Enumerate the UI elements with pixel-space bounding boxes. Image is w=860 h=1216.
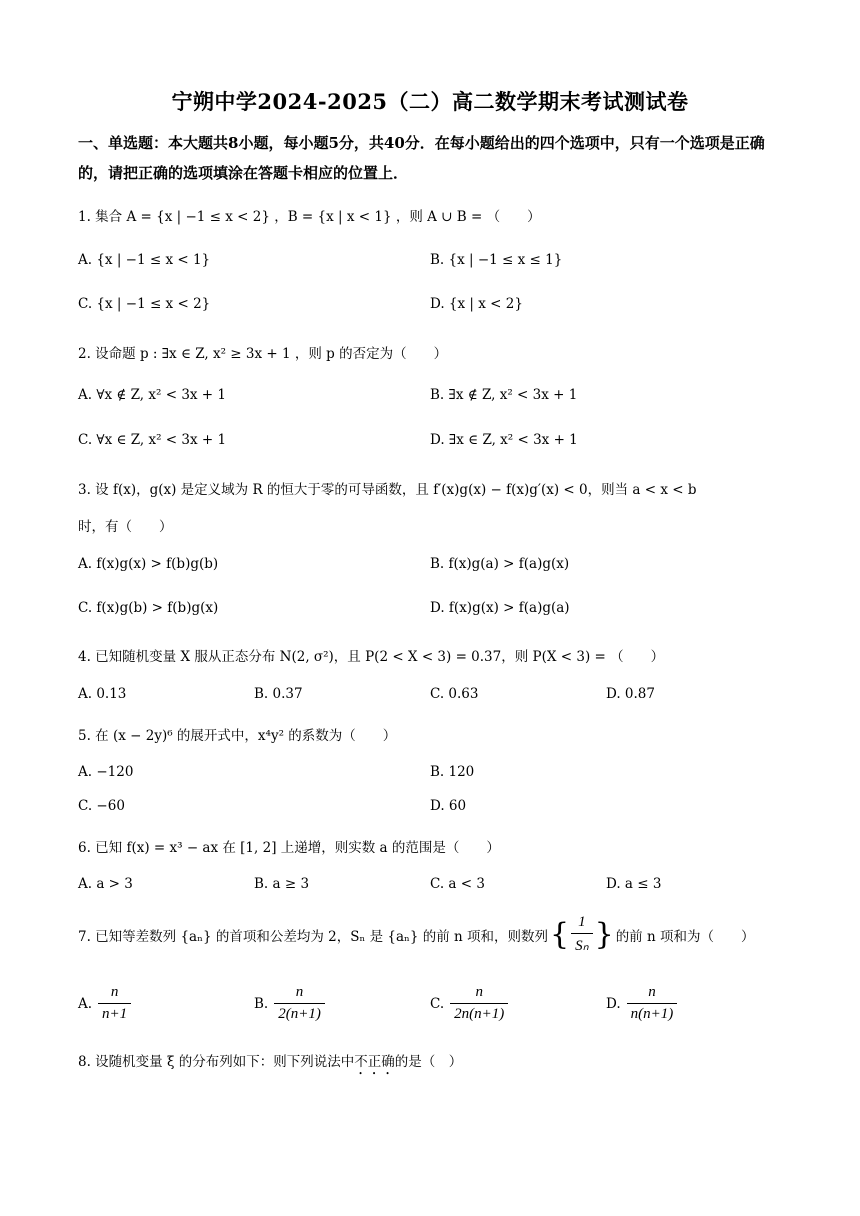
q3-option-a[interactable]: A. f(x)g(x) > f(b)g(b) xyxy=(78,556,219,572)
q7-option-a-fraction xyxy=(98,984,131,1023)
q7-option-d-denominator: n(n+1) xyxy=(630,1006,674,1022)
q7-option-b-label: B. xyxy=(254,995,269,1012)
question-2-stem: 2. 设命题 p : ∃x ∈ Z, x² ≥ 3x + 1 ，则 p 的否定为（ ） xyxy=(78,346,448,362)
q3-option-b[interactable]: B. f(x)g(a) > f(a)g(x) xyxy=(430,556,570,572)
q7-fraction-denominator: Sₙ xyxy=(575,938,589,954)
page-title: 宁朔中学2024-2025（二）高二数学期末考试测试卷 xyxy=(171,89,689,114)
q5-option-d[interactable]: D. 60 xyxy=(430,798,467,814)
q6-option-d[interactable]: D. a ≤ 3 xyxy=(606,876,662,892)
question-3-stem-cont: 时，有（ ） xyxy=(78,519,173,535)
q7-option-c-numerator: n xyxy=(450,984,508,1004)
q1-option-c[interactable]: C. {x | −1 ≤ x < 2} xyxy=(78,296,211,312)
q7-option-a-denominator: n+1 xyxy=(102,1006,128,1022)
q7-option-c-label: C. xyxy=(430,995,445,1012)
q7-option-b-fraction xyxy=(274,984,325,1023)
question-6-stem: 6. 已知 f(x) = x³ − ax 在 [1, 2] 上递增，则实数 a 的范围是（ ） xyxy=(78,840,500,856)
question-7-stem xyxy=(78,914,754,955)
q7-option-c-fraction xyxy=(450,984,508,1023)
q5-option-a[interactable]: A. −120 xyxy=(78,764,134,780)
q7-option-a[interactable] xyxy=(78,984,131,1023)
q7-option-b-numerator: n xyxy=(274,984,325,1004)
q1-option-d[interactable]: D. {x | x < 2} xyxy=(430,296,523,312)
question-4-stem: 4. 已知随机变量 X 服从正态分布 N(2, σ²)，且 P(2 < X < 3) = 0.37，则 P(X < 3) = （ ） xyxy=(78,649,665,665)
q7-option-d[interactable] xyxy=(606,984,677,1023)
q4-option-d[interactable]: D. 0.87 xyxy=(606,686,655,702)
section-instructions: 一、单选题：本大题共8小题，每小题5分，共40分．在每小题给出的四个选项中，只有一个选项是正确的，请把正确的选项填涂在答题卡相应的位置上． xyxy=(78,134,765,182)
q5-option-c[interactable]: C. −60 xyxy=(78,798,125,814)
q6-option-c[interactable]: C. a < 3 xyxy=(430,876,485,892)
q7-fraction xyxy=(571,914,592,955)
q8-stem-part-b: 的是（ ） xyxy=(394,1054,463,1070)
q2-option-c[interactable]: C. ∀x ∈ Z, x² < 3x + 1 xyxy=(78,432,227,448)
q3-option-d[interactable]: D. f(x)g(x) > f(a)g(a) xyxy=(430,600,570,616)
question-3-stem: 3. 设 f(x)，g(x) 是定义域为 R 的恒大于零的可导函数，且 f′(x)g(x) − f(x)g′(x) < 0，则当 a < x < b xyxy=(78,482,697,498)
q1-option-a[interactable]: A. {x | −1 ≤ x < 1} xyxy=(78,252,211,268)
q7-option-b-denominator: 2(n+1) xyxy=(278,1006,321,1022)
q2-option-b[interactable]: B. ∃x ∉ Z, x² < 3x + 1 xyxy=(430,387,578,403)
q8-emphasis-text: 不正确 xyxy=(354,1054,395,1070)
q7-stem-part-a: 7. 已知等差数列 {aₙ} 的首项和公差均为 2，Sₙ 是 {aₙ} 的前 n 项和，则数列 xyxy=(78,928,549,945)
q1-option-b[interactable]: B. {x | −1 ≤ x ≤ 1} xyxy=(430,252,563,268)
q6-option-a[interactable]: A. a > 3 xyxy=(78,876,133,892)
q2-option-d[interactable]: D. ∃x ∈ Z, x² < 3x + 1 xyxy=(430,432,578,448)
q6-option-b[interactable]: B. a ≥ 3 xyxy=(254,876,310,892)
q4-option-a[interactable]: A. 0.13 xyxy=(78,686,127,702)
question-8-stem xyxy=(78,1050,462,1078)
q7-option-a-numerator: n xyxy=(98,984,131,1004)
q7-option-d-fraction xyxy=(627,984,678,1023)
q7-option-c-denominator: 2n(n+1) xyxy=(454,1006,505,1022)
q5-option-b[interactable]: B. 120 xyxy=(430,764,475,780)
q4-option-c[interactable]: C. 0.63 xyxy=(430,686,479,702)
q7-brace-left: { xyxy=(550,916,570,952)
q7-option-c[interactable] xyxy=(430,984,508,1023)
q7-fraction-numerator: 1 xyxy=(571,914,592,934)
question-5-stem: 5. 在 (x − 2y)⁶ 的展开式中，x⁴y² 的系数为（ ） xyxy=(78,728,397,744)
q7-option-b[interactable] xyxy=(254,984,325,1023)
q4-option-b[interactable]: B. 0.37 xyxy=(254,686,303,702)
q7-option-d-numerator: n xyxy=(627,984,678,1004)
q7-stem-part-b: 的前 n 项和为（ ） xyxy=(615,928,755,945)
q7-option-a-label: A. xyxy=(78,995,93,1012)
q8-stem-part-a: 8. 设随机变量 ξ 的分布列如下：则下列说法中 xyxy=(78,1054,355,1070)
q7-brace-right: } xyxy=(594,916,614,952)
q7-option-d-label: D. xyxy=(606,995,621,1012)
q2-option-a[interactable]: A. ∀x ∉ Z, x² < 3x + 1 xyxy=(78,387,226,403)
q3-option-c[interactable]: C. f(x)g(b) > f(b)g(x) xyxy=(78,600,219,616)
question-1-stem: 1. 集合 A = {x | −1 ≤ x < 2} ，B = {x | x < 1} ，则 A ∪ B = （ ） xyxy=(78,209,541,225)
